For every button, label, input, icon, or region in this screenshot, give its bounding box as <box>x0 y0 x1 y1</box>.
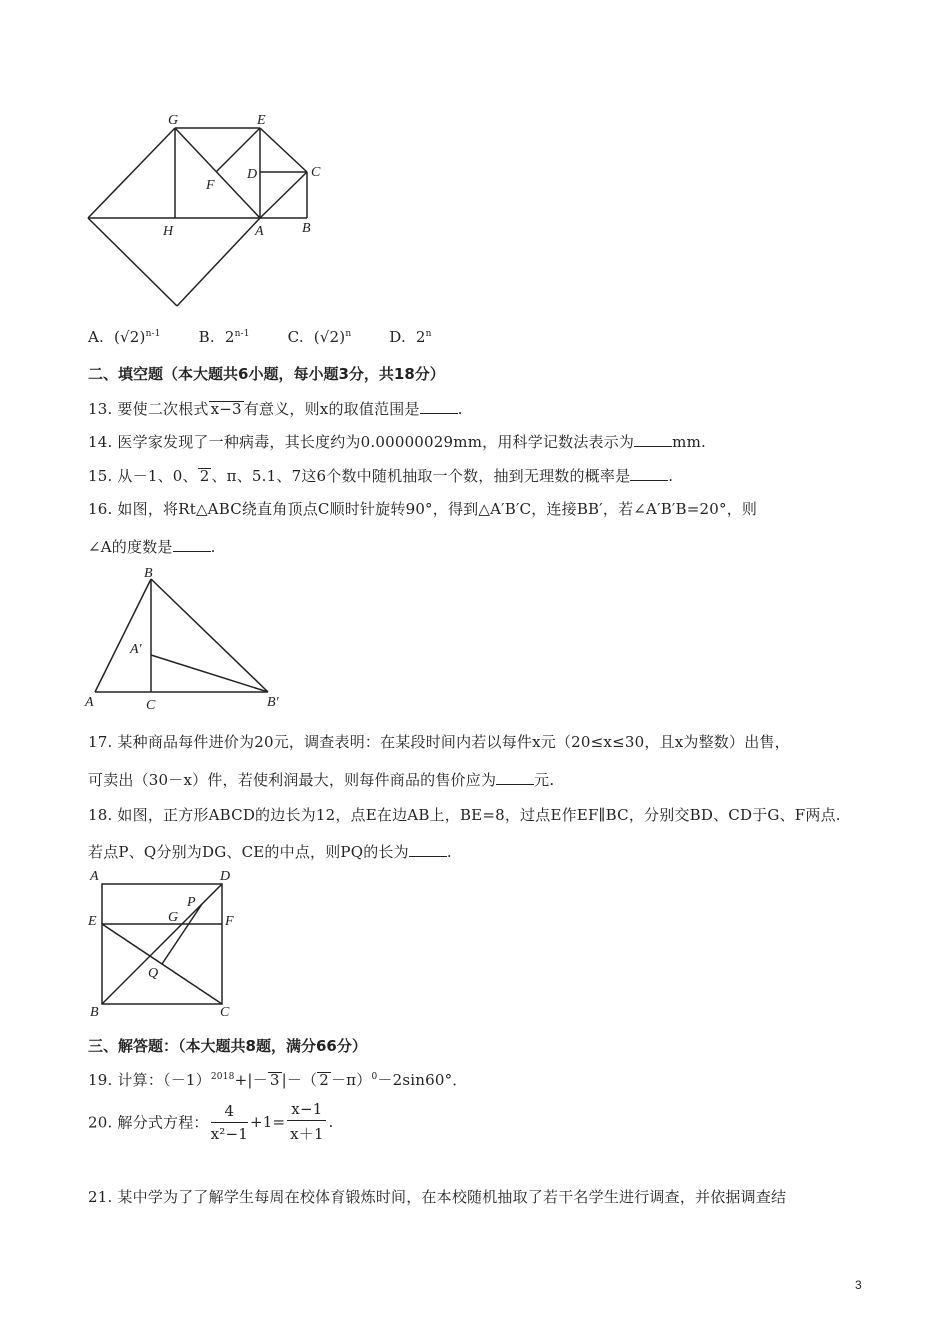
figure-q18 <box>80 864 250 1024</box>
label-f: F <box>206 178 215 193</box>
segment-a-prime-b-prime <box>151 655 268 692</box>
question-17-line1: 17. 某种商品每件进价为20元，调查表明：在某段时间内若以每件x元（20≤x≤30，且x为整数）出售， <box>88 733 790 751</box>
label-p: P <box>187 895 196 910</box>
radical: 3 <box>269 1071 280 1089</box>
question-16-line2: ∠A的度数是 . <box>88 538 216 556</box>
answer-blank <box>173 539 211 552</box>
label-a: A <box>90 869 99 884</box>
label-e: E <box>88 914 97 929</box>
label-b-prime: B′ <box>267 695 279 710</box>
label-d: D <box>247 167 258 182</box>
question-19: 19. 计算：$(-1)^{2018}+|- 3$ |－（ 2 －π）$^0$－2sin60°． <box>88 1071 468 1089</box>
segment-ef <box>216 128 260 172</box>
segment-ec <box>260 128 307 172</box>
answer-blank <box>634 434 672 447</box>
label-c: C <box>220 1005 230 1020</box>
segment-g-left <box>88 128 175 218</box>
label-d: D <box>220 869 231 884</box>
fraction-right: $\frac{x-1}{x+1}$ <box>287 1100 326 1144</box>
question-18-line2: 若点P、Q分别为DG、CE的中点，则PQ的长为 . <box>88 843 452 861</box>
option-a: A. $(√2)^{n-1}$ <box>88 328 161 346</box>
question-14: 14. 医学家发现了一种病毒，其长度约为0.00000029mm，用科学记数法表示为 mm. <box>88 433 706 451</box>
label-a: A <box>85 695 94 710</box>
segment-bottom-a <box>177 218 260 306</box>
label-g: G <box>168 113 179 128</box>
label-e: E <box>257 113 266 128</box>
question-17-line2: 可卖出（30－x）件，若使利润最大，则每件商品的售价应为 元. <box>88 771 555 789</box>
option-b: B. 2$^{n-1}$ <box>198 328 250 346</box>
options-q12 <box>88 328 432 346</box>
segment-bb-prime <box>151 579 268 692</box>
label-a-prime: A′ <box>130 642 142 657</box>
segment-ba <box>95 579 151 692</box>
label-g: G <box>168 910 179 925</box>
label-b: B <box>144 566 153 581</box>
figure-q12 <box>80 108 340 313</box>
label-a: A <box>255 224 264 239</box>
figure-q16 <box>80 562 295 717</box>
answer-blank <box>409 844 447 857</box>
question-20: 20. 解分式方程： $\frac{4}{\text{x²−1}}$ +1= $\frac{x-1}{x+1}$ . <box>88 1100 334 1143</box>
question-15: 15. 从－1、0、 2 、π、5.1、7这6个数中随机抽取一个数，抽到无理数的概率是 . <box>88 467 674 485</box>
label-b: B <box>302 221 311 236</box>
answer-blank <box>420 401 458 414</box>
label-h: H <box>163 224 174 239</box>
section-fill-in-title: 二、填空题（本大题共6小题，每小题3分，共18分） <box>88 365 445 383</box>
label-c: C <box>311 165 321 180</box>
question-18-line1: 18. 如图，正方形ABCD的边长为12，点E在边AB上，BE=8，过点E作EF∥BC，分别交BD、CD于G、F两点. <box>88 806 841 824</box>
answer-blank <box>496 772 534 785</box>
radical: 2 <box>199 467 210 485</box>
section-solve-title: 三、解答题：（本大题共8题，满分66分） <box>88 1037 367 1055</box>
label-b: B <box>90 1005 99 1020</box>
label-q: Q <box>148 966 159 981</box>
option-c: C. $(√2)^n$ <box>287 328 352 346</box>
radical: 2 <box>319 1071 329 1089</box>
question-16-line1: 16. 如图，将Rt△ABC绕直角顶点C顺时针旋转90°，得到△A′B′C，连接BB′，若∠A′B′B=20°，则 <box>88 500 758 518</box>
segment-ac <box>260 172 307 218</box>
segment-bd <box>102 884 222 1004</box>
label-f: F <box>225 914 234 929</box>
radical: x−3 <box>210 400 242 418</box>
question-21-line1: 21. 某中学为了了解学生每周在校体育锻炼时间，在本校随机抽取了若干名学生进行调查，并依据调查结 <box>88 1188 787 1206</box>
answer-blank <box>630 468 668 481</box>
label-c: C <box>146 698 156 713</box>
fraction-left: $\frac{4}{\text{x²−1}}$ <box>210 1101 249 1143</box>
page-number: 3 <box>855 1278 862 1292</box>
question-13: 13. 要使二次根式 x−3 有意义，则x的取值范围是 . <box>88 400 463 418</box>
option-d: D. 2$^n$ <box>389 328 432 346</box>
